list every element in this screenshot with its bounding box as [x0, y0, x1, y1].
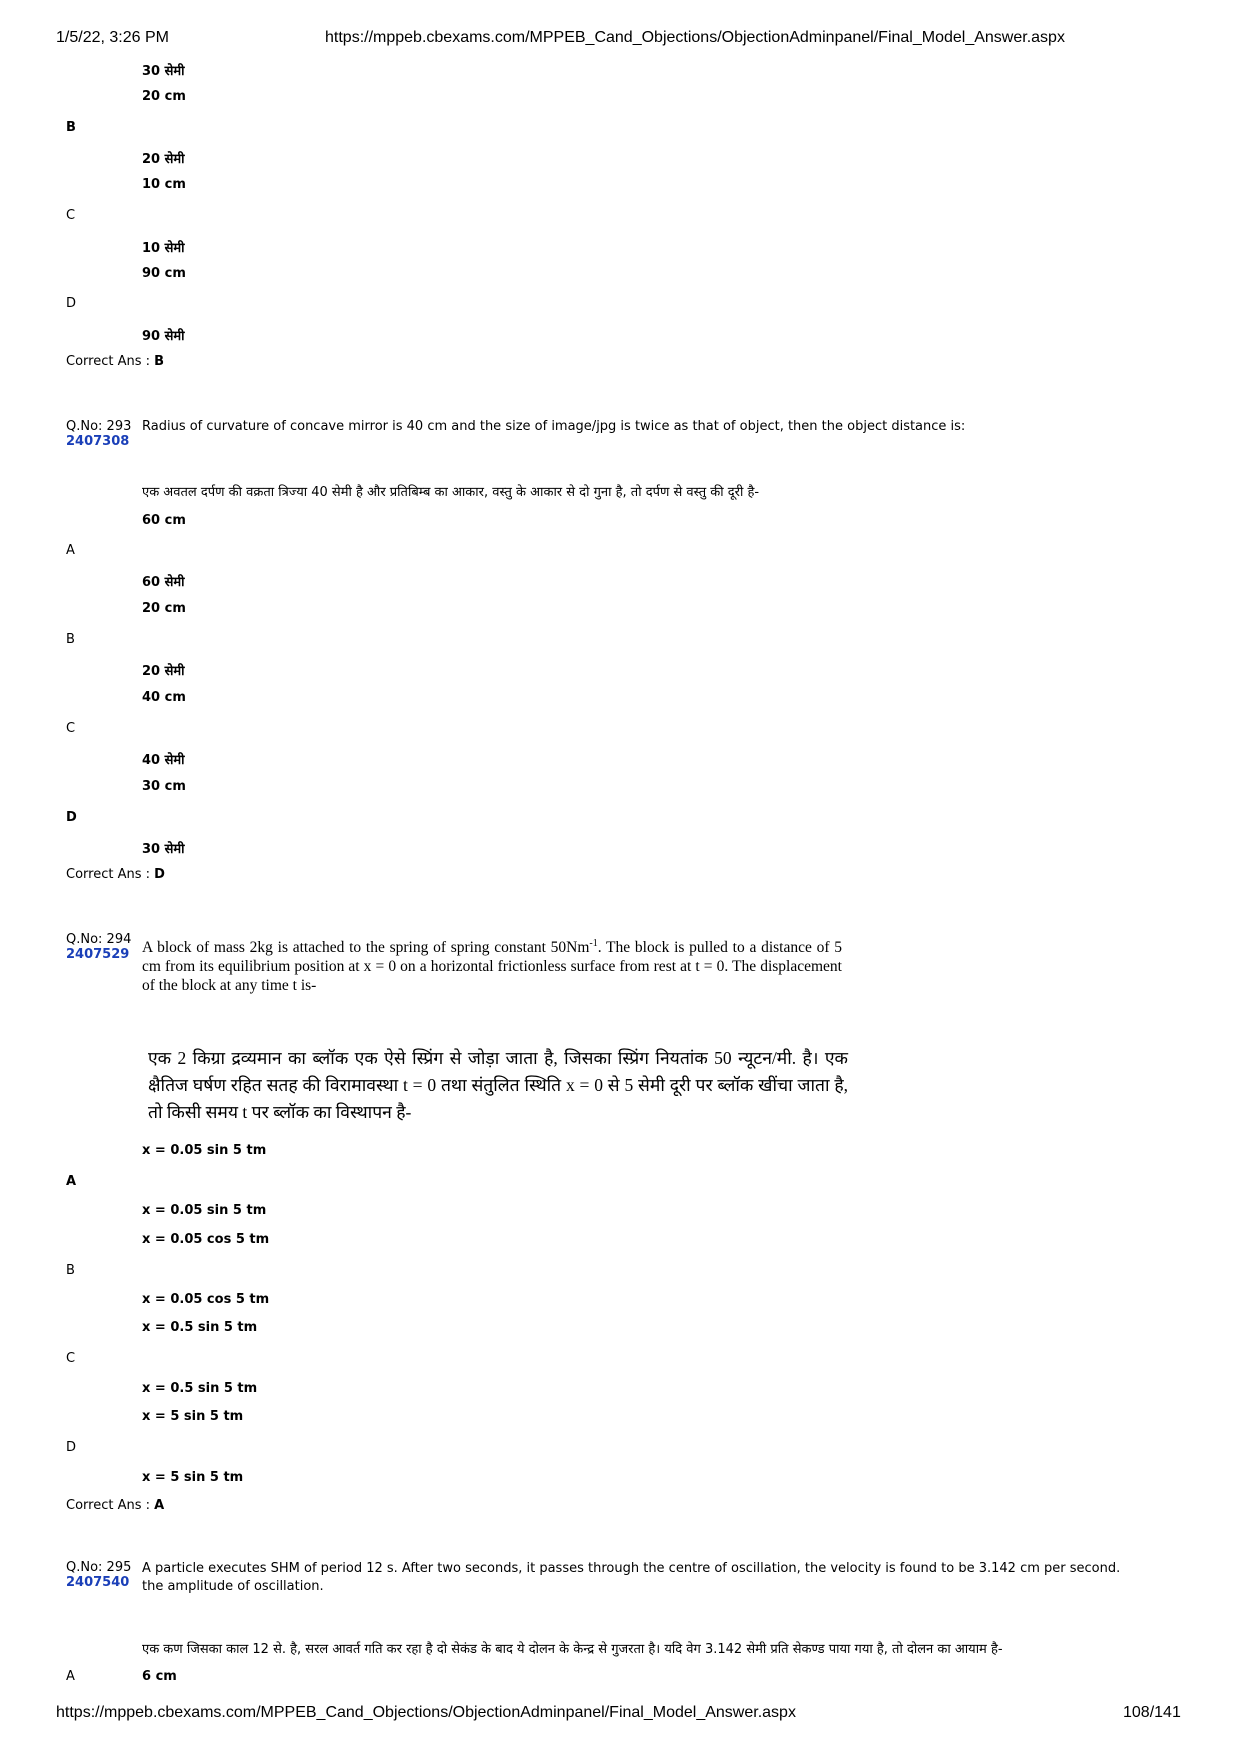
option-letter: D	[66, 296, 77, 311]
question-number: Q.No: 294	[66, 932, 132, 947]
option-letter: B	[66, 632, 75, 647]
option-text: 10 cm	[142, 177, 186, 192]
option-text: x = 0.05 sin 5 tm	[142, 1143, 267, 1158]
option-letter: A	[66, 1669, 75, 1684]
option-text: 40 cm	[142, 690, 186, 705]
option-text: x = 0.05 cos 5 tm	[142, 1292, 270, 1307]
question-id: 2407308	[66, 434, 130, 449]
option-text: 90 सेमी	[142, 329, 185, 344]
option-text: 30 सेमी	[142, 64, 185, 79]
question-text-en: A block of mass 2kg is attached to the spring of spring constant $50Nm^{-1}$. The block is pulled to a distance of 5 cm from its equilibrium position at x = 0 on a horizontal frictionless surface from rest at t = 0. The displacement of the block at any time t is-	[142, 938, 842, 995]
question-id: 2407540	[66, 1575, 130, 1590]
option-text: 20 सेमी	[142, 664, 185, 679]
question-text-en: Radius of curvature of concave mirror is 40 cm and the size of image/jpg is twice as that of object, then the object distance is:	[142, 419, 966, 434]
option-text: 20 cm	[142, 601, 186, 616]
option-letter: A	[66, 1174, 77, 1189]
question-id: 2407529	[66, 947, 130, 962]
option-letter: D	[66, 1440, 77, 1455]
option-text: 60 सेमी	[142, 575, 185, 590]
option-text: x = 5 sin 5 tm	[142, 1409, 244, 1424]
option-text: 40 सेमी	[142, 753, 185, 768]
option-text: 6 cm	[142, 1669, 177, 1684]
page-number: 108/141	[1123, 1704, 1181, 1721]
print-footer-url: https://mppeb.cbexams.com/MPPEB_Cand_Objections/ObjectionAdminpanel/Final_Model_Answer.aspx	[56, 1704, 796, 1721]
option-letter: B	[66, 1263, 75, 1278]
question-text-hi: एक कण जिसका काल 12 से. है, सरल आवर्त गति कर रहा है दो सेकंड के बाद ये दोलन के केन्द्र से गुजरता है। यदि वेग 3.142 सेमी प्रति सेकण्ड पाया गया है, तो दोलन का आयाम है-	[142, 1642, 1003, 1657]
correct-answer: Correct Ans : D	[66, 867, 165, 882]
option-letter: C	[66, 721, 76, 736]
option-letter: D	[66, 810, 77, 825]
option-text: x = 0.5 sin 5 tm	[142, 1320, 258, 1335]
correct-answer: Correct Ans : A	[66, 1498, 165, 1513]
option-letter: C	[66, 1351, 76, 1366]
print-datetime: 1/5/22, 3:26 PM	[56, 29, 169, 46]
option-text: 10 सेमी	[142, 241, 185, 256]
option-text: 90 cm	[142, 266, 186, 281]
option-letter: A	[66, 543, 75, 558]
option-text: 30 cm	[142, 779, 186, 794]
option-text: 30 सेमी	[142, 842, 185, 857]
print-header-url: https://mppeb.cbexams.com/MPPEB_Cand_Objections/ObjectionAdminpanel/Final_Model_Answer.aspx	[325, 29, 1065, 46]
question-text-hi: एक अवतल दर्पण की वक्रता त्रिज्या 40 सेमी है और प्रतिबिम्ब का आकार, वस्तु के आकार से दो गुना है, तो दर्पण से वस्तु की दूरी है-	[142, 485, 760, 500]
option-text: x = 0.05 sin 5 tm	[142, 1203, 267, 1218]
question-number: Q.No: 295	[66, 1560, 132, 1575]
question-number: Q.No: 293	[66, 419, 132, 434]
option-letter: B	[66, 120, 76, 135]
option-letter: C	[66, 208, 76, 223]
option-text: x = 0.5 sin 5 tm	[142, 1381, 258, 1396]
question-text-en: A particle executes SHM of period 12 s. After two seconds, it passes through the centre of oscillation, the velocity is found to be 3.142 cm per second. the amplitude of oscillation.	[142, 1561, 1121, 1594]
correct-answer: Correct Ans : B	[66, 354, 165, 369]
option-text: 20 cm	[142, 89, 186, 104]
option-text: 60 cm	[142, 513, 186, 528]
option-text: 20 सेमी	[142, 152, 185, 167]
option-text: x = 0.05 cos 5 tm	[142, 1232, 270, 1247]
option-text: x = 5 sin 5 tm	[142, 1470, 244, 1485]
question-text-hi: एक 2 किग्रा द्रव्यमान का ब्लॉक एक ऐसे स्प्रिंग से जोड़ा जाता है, जिसका स्प्रिंग नियतांक 50 न्यूटन/मी. है। एक क्षैतिज घर्षण रहित सतह की विरामावस्था t = 0 तथा संतुलित स्थिति x = 0 से 5 सेमी दूरी पर ब्लॉक खींचा जाता है, तो किसी समय t पर ब्लॉक का विस्थापन है-	[148, 1048, 848, 1122]
